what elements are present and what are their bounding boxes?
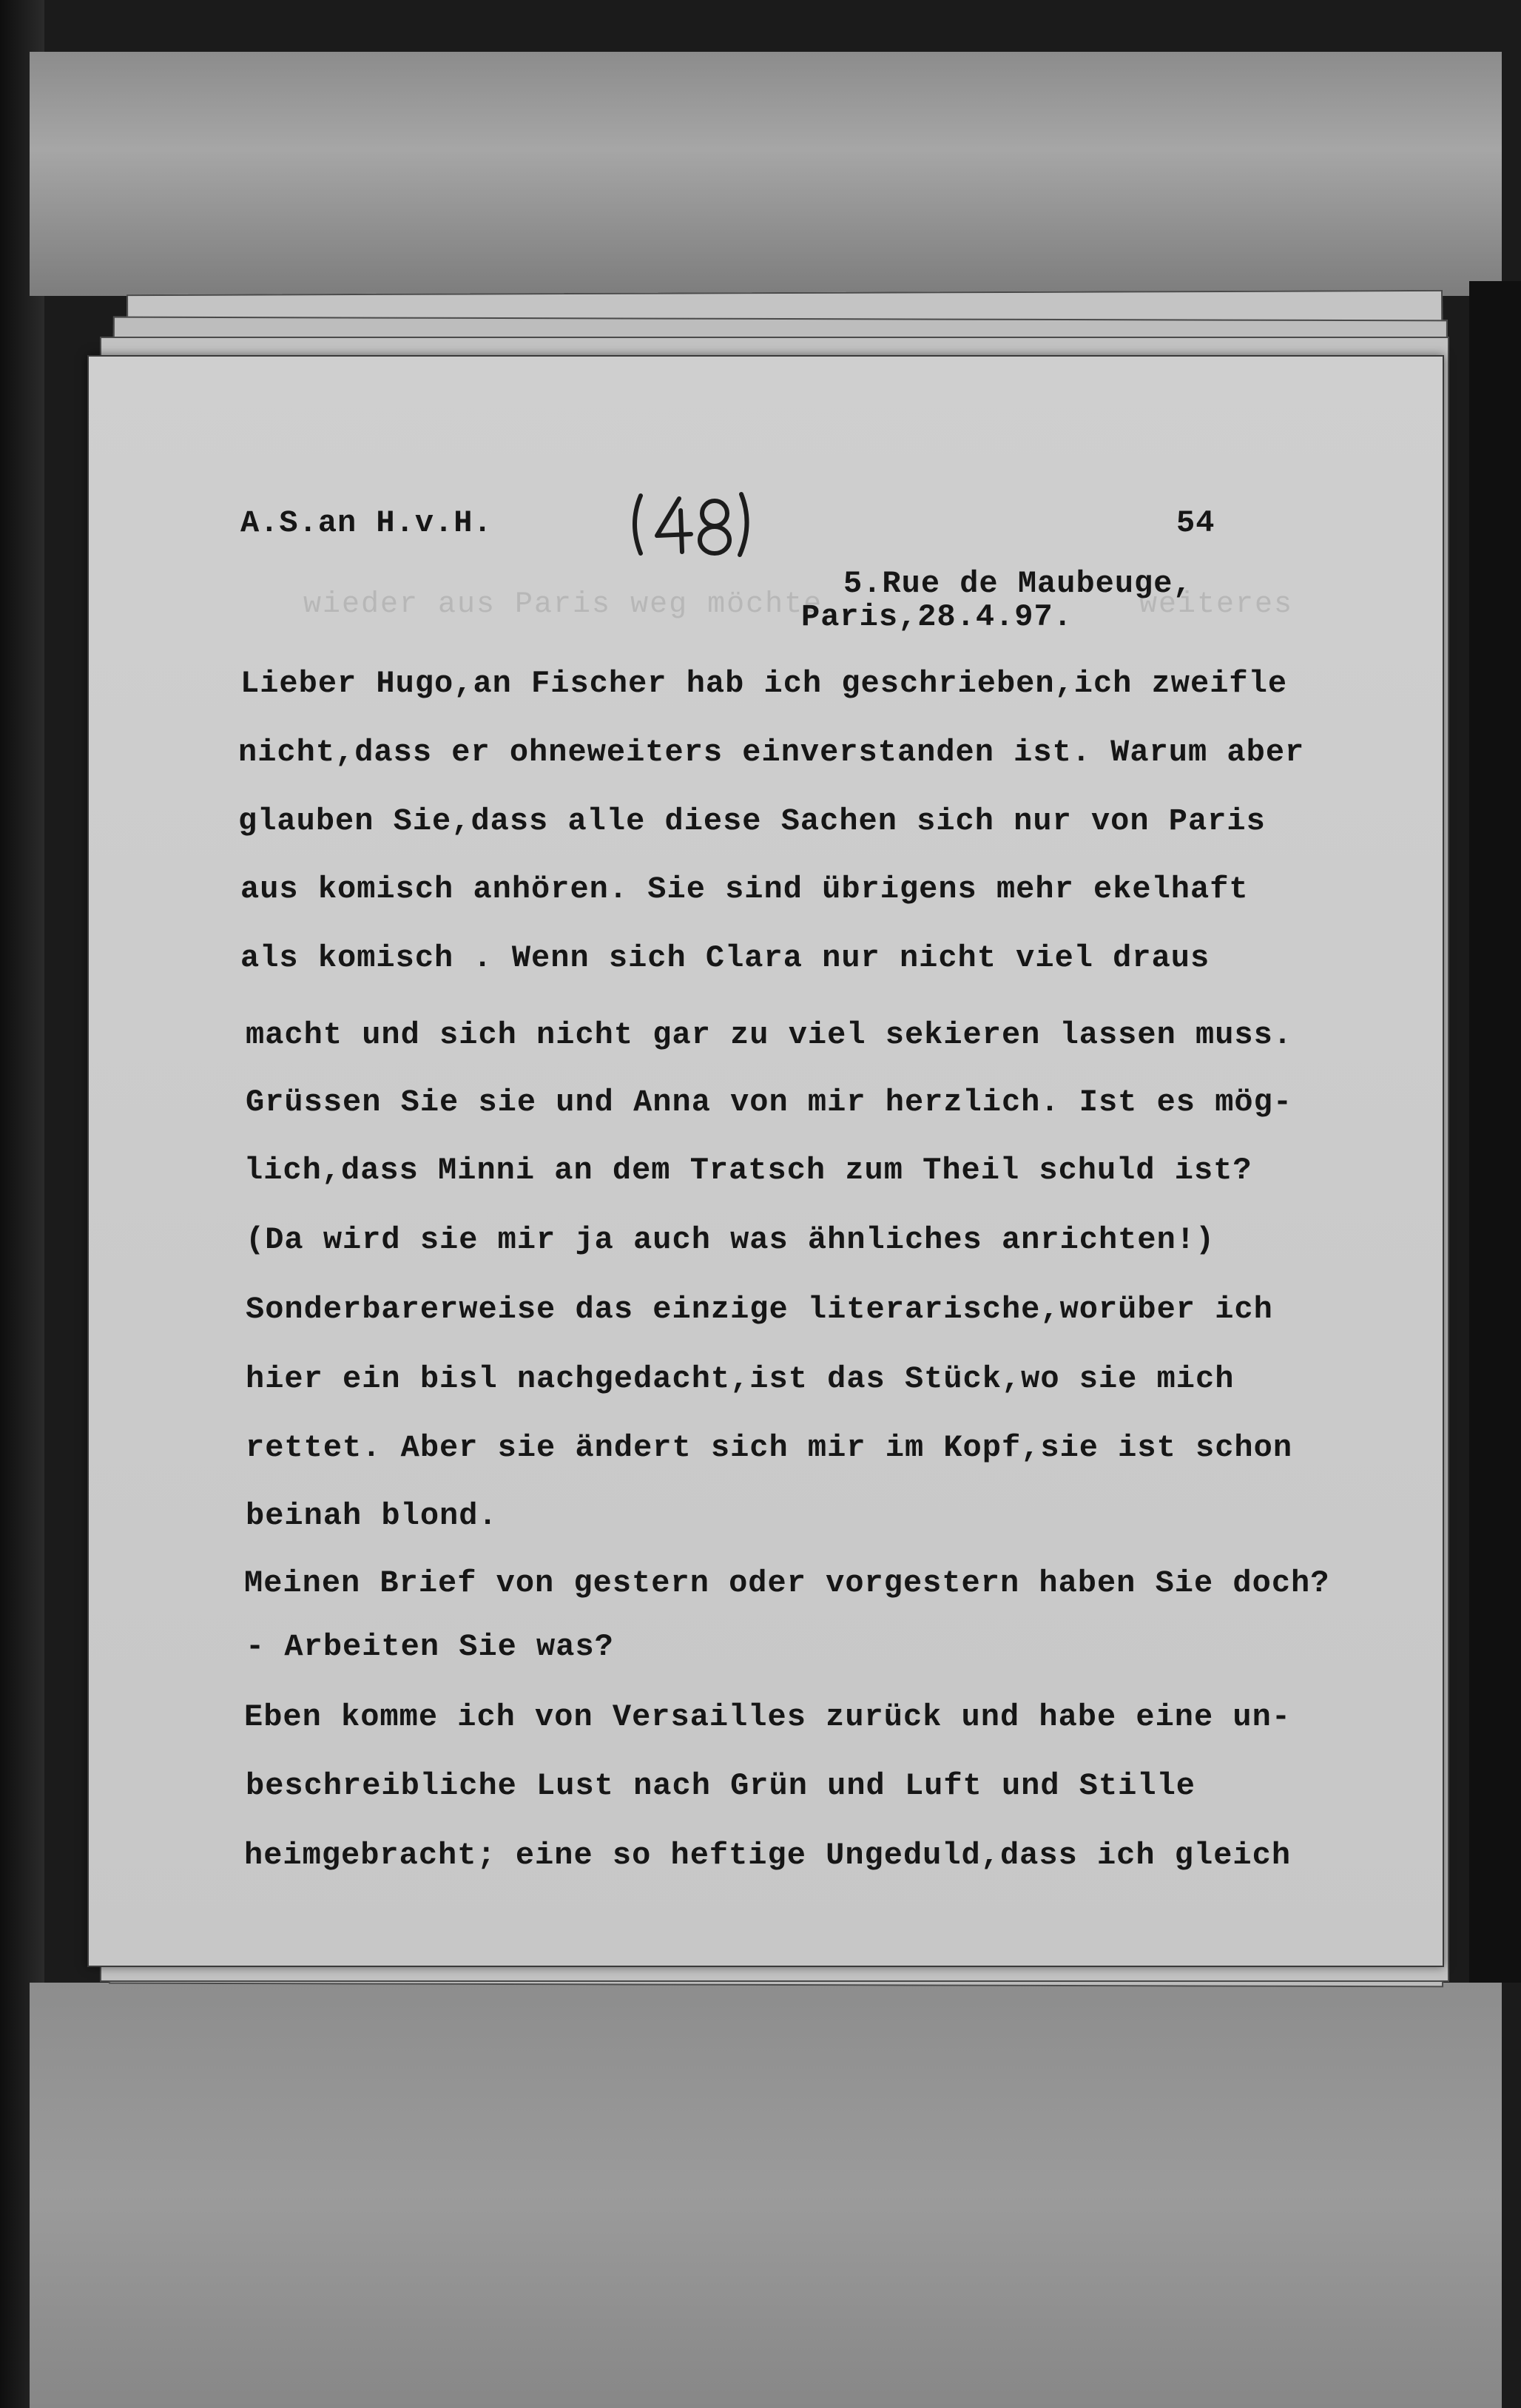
letter-line: Eben komme ich von Versailles zurück und habe eine un- — [244, 1699, 1292, 1735]
letter-line: Sonderbarerweise das einzige literarische,worüber ich — [246, 1292, 1273, 1327]
letter-line: heimgebracht; eine so heftige Ungeduld,dass ich gleich — [244, 1838, 1292, 1873]
letter-line: glauben Sie,dass alle diese Sachen sich nur von Paris — [238, 803, 1266, 839]
letter-line: - Arbeiten Sie was? — [246, 1629, 614, 1665]
letter-line: als komisch . Wenn sich Clara nur nicht viel draus — [240, 940, 1210, 976]
letter-line: rettet. Aber sie ändert sich mir im Kopf,sie ist schon — [246, 1430, 1293, 1466]
address-street: 5.Rue de Maubeuge, — [843, 566, 1193, 601]
letter-line: Grüssen Sie sie und Anna von mir herzlich. Ist es mög- — [246, 1085, 1293, 1120]
scan-background-bottom — [30, 1983, 1502, 2408]
bleed-through-text: weiteres — [1139, 588, 1294, 621]
sender-header: A.S.an H.v.H. — [240, 505, 493, 541]
letter-line: beschreibliche Lust nach Grün und Luft und Stille — [246, 1768, 1196, 1804]
page-number: 54 — [1176, 505, 1215, 541]
address-place-date: Paris,28.4.97. — [801, 599, 1073, 635]
letter-line: Lieber Hugo,an Fischer hab ich geschrieben,ich zweifle — [240, 666, 1288, 701]
letter-line: nicht,dass er ohneweiters einverstanden ist. Warum aber — [238, 735, 1305, 770]
scan-edge-right — [1469, 281, 1521, 1983]
letter-line: aus komisch anhören. Sie sind übrigens mehr ekelhaft — [240, 871, 1249, 907]
handwritten-annotation — [627, 488, 755, 559]
letter-line: macht und sich nicht gar zu viel sekieren lassen muss. — [246, 1017, 1293, 1053]
bleed-through-text: wieder aus Paris weg möchte — [303, 588, 823, 621]
letter-line: Meinen Brief von gestern oder vorgestern haben Sie doch? — [244, 1565, 1330, 1601]
letter-line: lich,dass Minni an dem Tratsch zum Theil schuld ist? — [244, 1153, 1252, 1188]
letter-line: beinah blond. — [246, 1498, 498, 1534]
letter-line: (Da wird sie mir ja auch was ähnliches anrichten!) — [246, 1222, 1215, 1258]
letter-line: hier ein bisl nachgedacht,ist das Stück,wo sie mich — [246, 1361, 1235, 1397]
scan-background-top — [30, 52, 1502, 296]
